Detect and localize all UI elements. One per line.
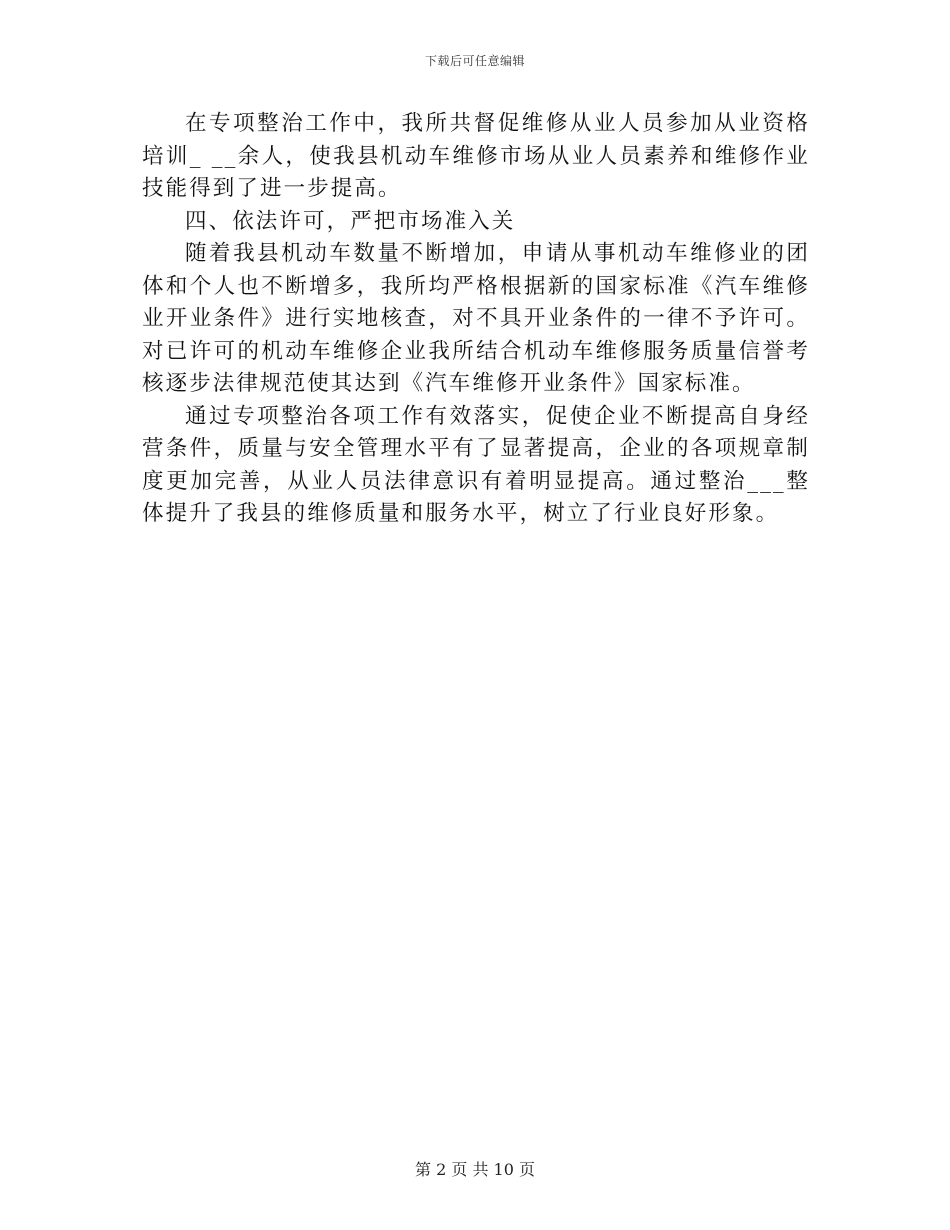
document-body <box>142 108 810 531</box>
page-number-footer: 第 2 页 共 10 页 <box>415 1160 535 1179</box>
paragraph-results: 通过专项整治各项工作有效落实，促使企业不断提高自身经营条件，质量与安全管理水平有了显著提高，企业的各项规章制度更加完善，从业人员法律意识有着明显提高。通过整治___整体提升了我县的维修质量和服务水平，树立了行业良好形象。 <box>142 403 810 526</box>
page-header-note: 下载后可任意编辑 <box>424 54 525 68</box>
paragraph-training: 在专项整治工作中，我所共督促维修从业人员参加从业资格培训_ __余人，使我县机动车维修市场从业人员素养和维修作业技能得到了进一步提高。 <box>142 111 810 201</box>
paragraph-licensing: 随着我县机动车数量不断增加，申请从事机动车维修业的团体和个人也不断增多，我所均严格根据新的国家标准《汽车维修业开业条件》进行实地核查，对不具开业条件的一律不予许可。对已许可的机动车维修企业我所结合机动车维修服务质量信誉考核逐步法律规范使其达到《汽车维修开业条件》国家标准。 <box>142 241 810 396</box>
section-heading-licensing: 四、依法许可，严把市场准入关 <box>185 208 516 234</box>
